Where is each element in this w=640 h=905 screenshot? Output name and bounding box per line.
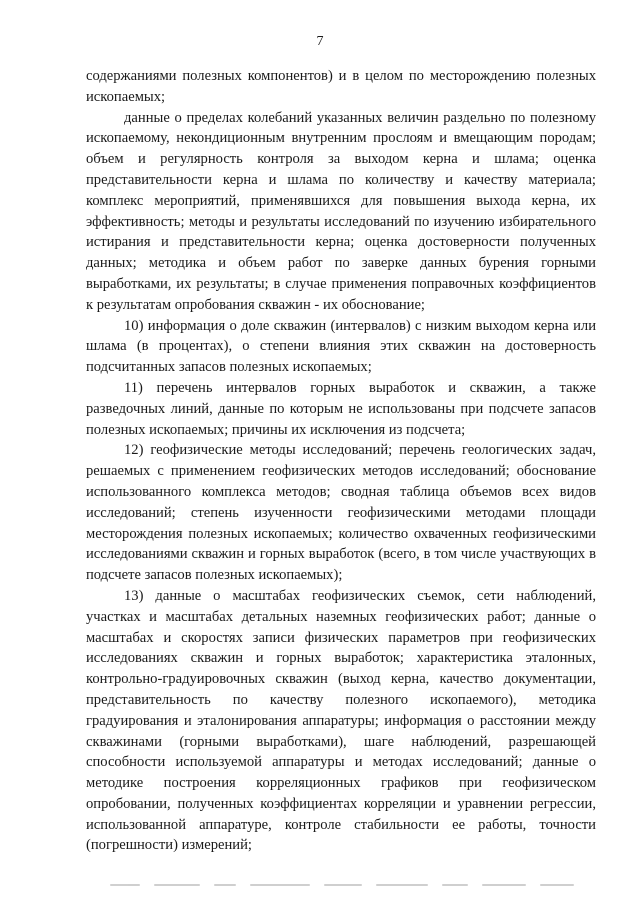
paragraph-item-12: 12) геофизические методы исследований; перечень геологических задач, решаемых с применением геофизических методов исследований; обоснование использованного комплекса методов; сводная таблица объемов всех видов исследований; степень изученности геофизическими методами площади месторождения полезных ископаемых; количество охваченных геофизическими исследованиями скважин и горных выработок (всего, в том числе участвующих в подсчете запасов полезных ископаемых); [86, 442, 596, 584]
paragraph-item-11: 11) перечень интервалов горных выработок и скважин, а также разведочных линий, данные по которым не использованы при подсчете запасов полезных ископаемых; причины их исключения из подсчета; [86, 379, 596, 438]
scan-artifact-line [110, 884, 610, 888]
paragraph-core-sampling-data: данные о пределах колебаний указанных величин раздельно по полезному ископаемому, некондиционным внутренним прослоям и вмещающим породам; объем и регулярность контроля за выходом керна и шлама; оценка представительности керна и шлама по количеству и качеству материала; комплекс мероприятий, применявшихся для повышения выхода керна, их эффективность; методы и результаты исследований по изучению избирательного истирания и представительности керна; оценка достоверности полученных данных; методика и объем работ по заверке данных бурения горными выработками, их результаты; в случае применения поправочных коэффициентов к результатам опробования скважин - их обоснование; [86, 109, 596, 313]
paragraph-item-13: 13) данные о масштабах геофизических съемок, сети наблюдений, участках и масштабах детальных наземных геофизических работ; данные о масштабах и скоростях записи физических параметров при геофизических исследованиях скважин и горных выработок; характеристика эталонных, контрольно-градуировочных скважин (выход керна, качество документации, представительность по качеству полезного ископаемого), методика градуирования и эталонирования аппаратуры; информация о расстоянии между скважинами (горными выработками), шаге наблюдений, разрешающей способности используемой аппаратуры и методах исследований; данные о методике построения корреляционных графиков при геофизическом опробовании, полученных коэффициентах корреляции и уравнении регрессии, использованной аппаратуре, контроле стабильности ее работы, точности (погрешности) измерений; [86, 587, 596, 854]
page-number: 7 [316, 34, 324, 49]
paragraph-item-10: 10) информация о доле скважин (интервалов) с низким выходом керна или шлама (в процентах), о степени влияния этих скважин на достоверность подсчитанных запасов полезных ископаемых; [86, 317, 596, 376]
body-text [86, 66, 596, 856]
paragraph-continuation: содержаниями полезных компонентов) и в целом по месторождению полезных ископаемых; [86, 68, 596, 105]
